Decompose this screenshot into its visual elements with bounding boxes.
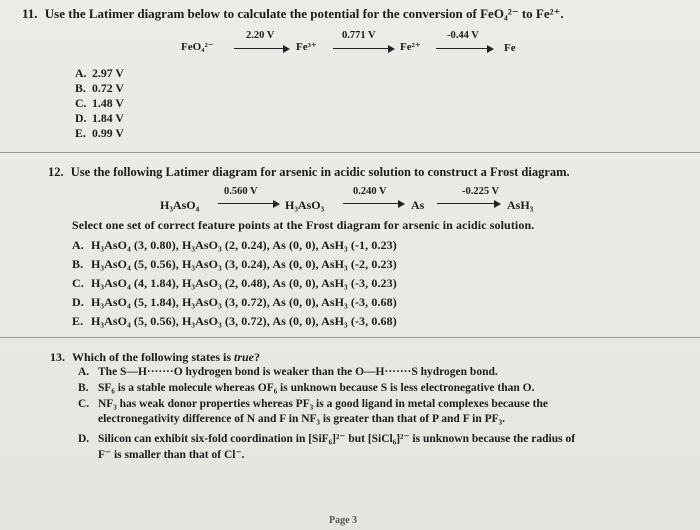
q13-prompt-pre: Which of the following states is	[72, 350, 234, 364]
section-divider-1	[0, 152, 700, 153]
option-letter: C.	[75, 96, 87, 110]
q12-option-e[interactable]	[72, 314, 397, 329]
q12-arrow-3	[437, 203, 499, 204]
option-text: 1.84 V	[92, 111, 124, 125]
q12-instruction: Select one set of correct feature points at the Frost diagram for arsenic in acidic solution.	[72, 218, 535, 232]
q12-species-3: As	[411, 198, 425, 212]
q11-option-e[interactable]	[75, 126, 124, 141]
q12-species-1: H₃AsO₄	[160, 198, 200, 212]
option-letter: B.	[72, 257, 84, 271]
q13-number: 13.	[50, 350, 65, 364]
q12-potential-3: -0.225 V	[462, 186, 500, 197]
q12-number: 12.	[48, 165, 64, 179]
q11-prompt: Use the Latimer diagram below to calculate the potential for the conversion of FeO₄²⁻ to Fe²⁺.	[44, 6, 564, 21]
option-text: H₃AsO₄ (5, 0.56), H₃AsO₃ (3, 0.24), As (0, 0), AsH₃ (-2, 0.23)	[91, 257, 397, 271]
q13-option-a[interactable]	[78, 366, 498, 378]
q11-potential-2: 0.771 V	[342, 30, 376, 41]
option-letter: E.	[72, 314, 84, 328]
q13-option-c[interactable]	[78, 398, 548, 410]
q12-species-4: AsH₃	[507, 198, 534, 212]
option-letter: A.	[72, 238, 84, 252]
q12-arrow-1	[218, 203, 278, 204]
option-text: SF₆ is a stable molecule whereas OF₆ is unknown because S is less electronegative than O.	[98, 382, 535, 394]
page-number: Page 3	[329, 515, 358, 526]
option-text: 0.99 V	[92, 126, 124, 140]
q11-header	[22, 6, 564, 22]
q12-option-d[interactable]	[72, 295, 397, 310]
option-letter: D.	[78, 433, 90, 445]
q11-option-d[interactable]	[75, 111, 124, 126]
option-text: Silicon can exhibit six-fold coordination in [SiF₆]²⁻ but [SiCl₆]²⁻ is unknown because the radius of	[98, 433, 576, 445]
q11-species-4: Fe	[504, 42, 516, 54]
option-letter: B.	[78, 382, 89, 394]
q11-potential-1: 2.20 V	[246, 30, 275, 41]
q12-option-a[interactable]	[72, 238, 397, 253]
q12-option-b[interactable]	[72, 257, 397, 272]
q11-option-c[interactable]	[75, 96, 124, 111]
option-text: H₃AsO₄ (3, 0.80), H₃AsO₃ (2, 0.24), As (0, 0), AsH₃ (-1, 0.23)	[91, 238, 397, 252]
option-letter: D.	[75, 111, 87, 125]
option-text: 2.97 V	[92, 66, 124, 80]
q13-prompt-emphasis: true	[234, 350, 255, 364]
q12-potential-2: 0.240 V	[353, 186, 387, 197]
option-letter: E.	[75, 126, 86, 140]
q11-potential-3: -0.44 V	[447, 30, 479, 41]
q11-arrow-2	[333, 48, 393, 49]
option-text: The S—H·······O hydrogen bond is weaker than the O—H·······S hydrogen bond.	[98, 366, 498, 378]
q11-species-3: Fe²⁺	[400, 41, 421, 53]
option-letter: C.	[72, 276, 84, 290]
q11-arrow-1	[234, 48, 288, 49]
q12-prompt: Use the following Latimer diagram for arsenic in acidic solution to construct a Frost diagram.	[70, 165, 570, 179]
option-text: 0.72 V	[92, 81, 124, 95]
q12-species-2: H₃AsO₃	[285, 198, 325, 212]
option-letter: D.	[72, 295, 84, 309]
q12-header	[48, 165, 570, 180]
option-letter: A.	[75, 66, 87, 80]
option-letter: C.	[78, 398, 90, 410]
q13-option-c-line-2: electronegativity difference of N and F in NF₃ is greater than that of P and F in PF₃.	[98, 413, 506, 425]
q13-option-b[interactable]	[78, 382, 534, 394]
option-text: H₃AsO₄ (4, 1.84), H₃AsO₃ (2, 0.48), As (0, 0), AsH₃ (-3, 0.23)	[91, 276, 397, 290]
option-text: H₃AsO₄ (5, 0.56), H₃AsO₃ (3, 0.72), As (0, 0), AsH₃ (-3, 0.68)	[91, 314, 397, 328]
option-text: H₃AsO₄ (5, 1.84), H₃AsO₃ (3, 0.72), As (0, 0), AsH₃ (-3, 0.68)	[91, 295, 397, 309]
q13-header	[50, 350, 260, 365]
option-letter: A.	[78, 366, 90, 378]
q13-prompt-post: ?	[254, 350, 261, 364]
option-text: NF₃ has weak donor properties whereas PF₃ is a good ligand in metal complexes because the	[98, 398, 548, 410]
section-divider-2	[0, 337, 700, 338]
q11-species-2: Fe³⁺	[296, 41, 317, 53]
q11-arrow-3	[436, 48, 492, 49]
q11-species-1: FeO₄²⁻	[181, 41, 214, 53]
q11-option-a[interactable]	[75, 66, 124, 81]
q12-arrow-2	[343, 203, 403, 204]
q13-option-d[interactable]	[78, 431, 575, 445]
q12-potential-1: 0.560 V	[224, 186, 258, 197]
option-text: 1.48 V	[92, 96, 124, 110]
option-letter: B.	[75, 81, 86, 95]
q12-option-c[interactable]	[72, 276, 397, 291]
q11-option-b[interactable]	[75, 81, 124, 96]
q11-number: 11.	[22, 6, 38, 21]
q13-option-d-line-2: F⁻ is smaller than that of Cl⁻.	[98, 449, 245, 461]
